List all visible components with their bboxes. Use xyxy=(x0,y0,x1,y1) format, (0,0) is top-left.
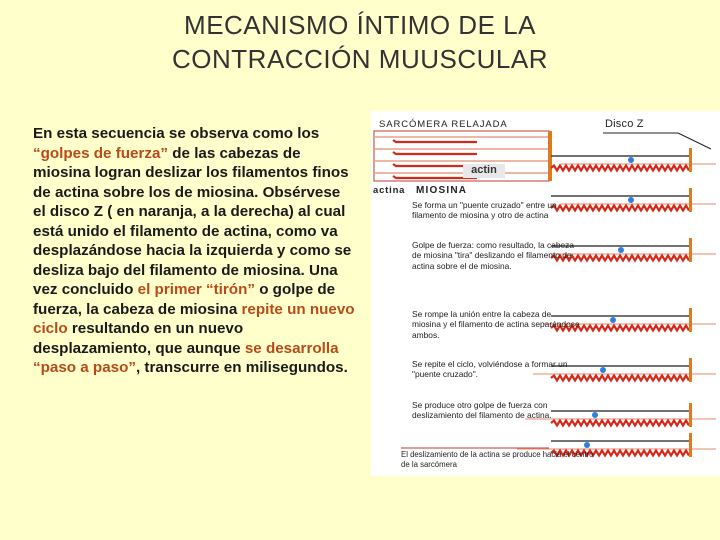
actin-tag: actin xyxy=(463,164,505,178)
title-line-2: CONTRACCIÓN MUUSCULAR xyxy=(172,44,548,74)
body-text-4: resultando en un nuevo desplazamiento, que aunque xyxy=(33,320,245,357)
disc-z-marker xyxy=(689,148,692,172)
myosin-head xyxy=(584,442,590,448)
step-se-repite-ciclo: Se repite el ciclo, volviéndose a formar un "puente cruzado". xyxy=(412,359,568,380)
body-text-5: , transcurre en milisegundos. xyxy=(135,359,348,376)
figure-header-sarcomera: SARCÓMERA RELAJADA xyxy=(379,119,508,130)
step-golpe-de-fuerza: Golpe de fuerza: como resultado, la cabeza de miosina "tira" deslizando el filamento de actina sobre el de miosina. xyxy=(412,240,575,271)
disc-z-marker xyxy=(689,238,692,262)
actina-label: actina xyxy=(373,185,406,196)
myosin-head xyxy=(592,412,598,418)
myosin-head xyxy=(610,317,616,323)
disc-z-marker xyxy=(689,358,692,382)
highlight-nuevo-ciclo: repite un nuevo ciclo xyxy=(33,300,355,337)
title-line-1: MECANISMO ÍNTIMO DE LA xyxy=(184,10,536,40)
body-text-2: de las cabezas de miosina logran deslizar los filamentos finos de actina sobre los de miosina. Obsérvese el disco Z ( en naranja, a la derecha) al cual está unido el filamento de actina, como va desplazándose hacia la izquierda y como se desliza bajo del filamento de miosina. Una vez concluido xyxy=(33,144,352,298)
filament-illustration xyxy=(371,111,720,476)
myosin-filament xyxy=(393,140,477,142)
highlight-golpes-de-fuerza: “golpes de fuerza” xyxy=(33,144,169,162)
body-text-1: En esta secuencia se observa como los xyxy=(33,125,320,142)
sarcomere-figure xyxy=(371,111,720,476)
myosin-filament xyxy=(393,152,477,154)
step-se-rompe-union: Se rompe la unión entre la cabeza de miosina y el filamento de actina separándose ambos. xyxy=(412,309,580,340)
disco-z-pointer-line xyxy=(678,133,711,149)
slide-title xyxy=(60,8,660,76)
disco-z-label: Disco Z xyxy=(605,118,644,130)
disc-z-marker xyxy=(689,308,692,332)
disc-z-marker xyxy=(689,188,692,212)
myosin-head xyxy=(618,247,624,253)
disc-z-marker xyxy=(689,433,692,457)
body-paragraph xyxy=(33,124,355,378)
figure-footer-note: El deslizamiento de la actina se produce hacia el centro de la sarcómera xyxy=(401,450,594,469)
myosin-head xyxy=(628,157,634,163)
highlight-primer-tiron: el primer “tirón” xyxy=(137,281,255,298)
miosina-label: MIOSINA xyxy=(416,185,468,196)
myosin-head xyxy=(628,197,634,203)
myosin-strand xyxy=(551,421,689,426)
body-text-3: o golpe de fuerza, la cabeza de miosina xyxy=(33,281,336,318)
highlight-paso-a-paso: se desarrolla “paso a paso” xyxy=(33,339,339,376)
step-puente-cruzado: Se forma un "puente cruzado" entre un filamento de miosina y otro de actina xyxy=(412,200,557,221)
disc-z-marker xyxy=(689,403,692,427)
step-otro-golpe: Se produce otro golpe de fuerza con deslizamiento del filamento de actina. xyxy=(412,400,552,421)
myosin-strand xyxy=(551,166,689,171)
myosin-head xyxy=(600,367,606,373)
